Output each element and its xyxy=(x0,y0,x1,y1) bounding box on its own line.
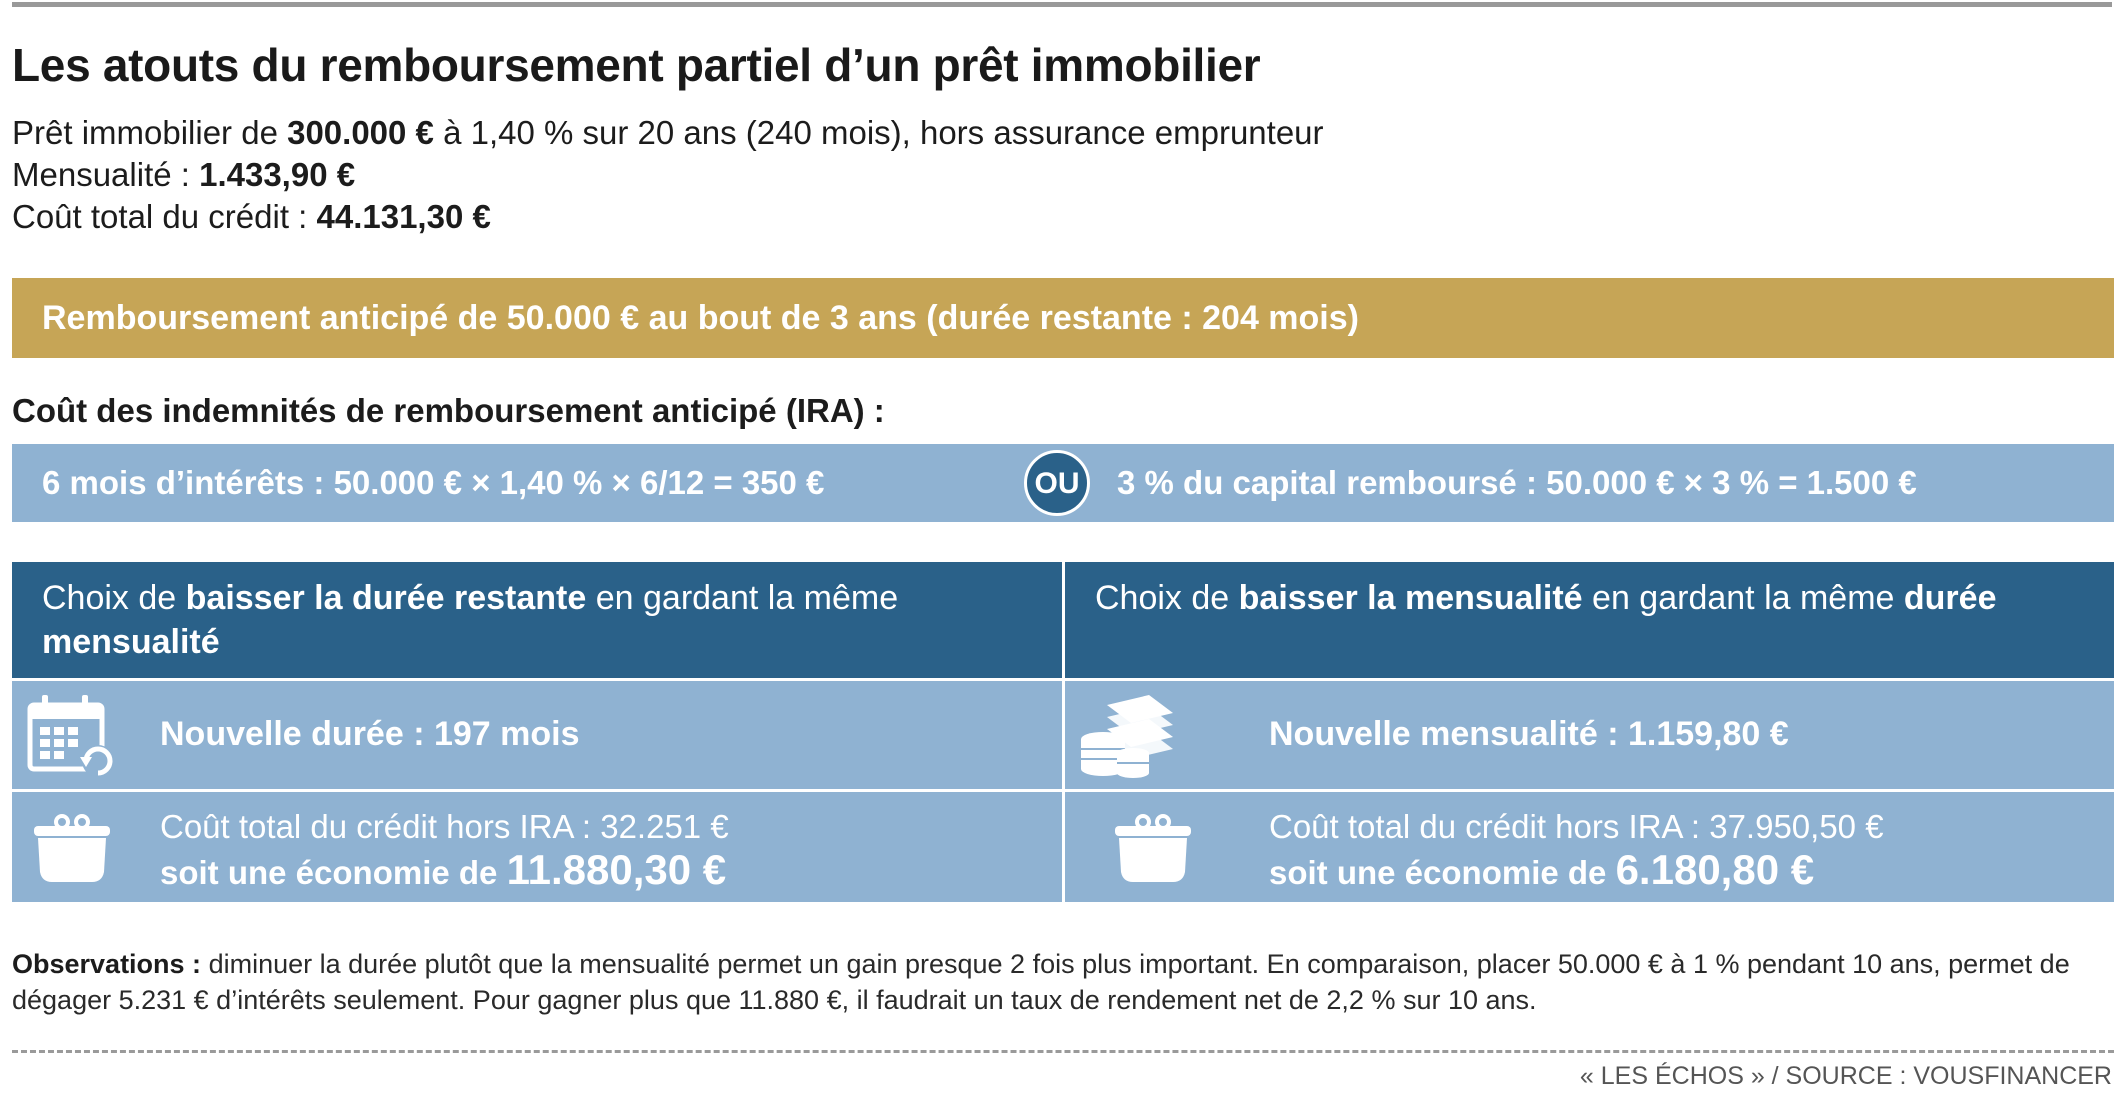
ira-option-interest: 6 mois d’intérêts : 50.000 € × 1,40 % × 6/12 = 350 € xyxy=(42,464,825,501)
loan-amount: 300.000 € xyxy=(287,114,434,151)
saving-value: 11.880,30 € xyxy=(506,846,727,893)
purse-icon xyxy=(1105,802,1201,892)
option-header: Choix de baisser la durée restante en gardant la même mensualité xyxy=(12,562,1062,678)
or-badge: OU xyxy=(1024,450,1090,516)
source-credit: « LES ÉCHOS » / SOURCE : VOUSFINANCER xyxy=(1579,1062,2112,1090)
total-credit-cost-value: 44.131,30 € xyxy=(316,198,491,235)
ira-heading: Coût des indemnités de remboursement anticipé (IRA) : xyxy=(12,392,885,429)
calendar-icon xyxy=(24,691,120,781)
option-reduce-duration xyxy=(12,562,1062,902)
monthly-payment: Mensualité : 1.433,90 € xyxy=(12,156,356,193)
new-duration: Nouvelle durée : 197 mois xyxy=(160,715,580,753)
ira-options-bar xyxy=(12,444,2114,522)
cost-row xyxy=(1065,792,2114,902)
ira-option-capital: 3 % du capital remboursé : 50.000 € × 3 % = 1.500 € xyxy=(1117,464,1917,501)
option-header: Choix de baisser la mensualité en gardant la même durée xyxy=(1065,562,2114,678)
option-reduce-monthly-payment xyxy=(1065,562,2114,902)
early-repayment-text: Remboursement anticipé de 50.000 € au bout de 3 ans (durée restante : 204 mois) xyxy=(42,299,1359,337)
total-credit-cost: Coût total du crédit : 44.131,30 € xyxy=(12,198,491,235)
loan-description: Prêt immobilier de 300.000 € à 1,40 % sur 20 ans (240 mois), hors assurance emprunteur xyxy=(12,114,1324,151)
page-title: Les atouts du remboursement partiel d’un prêt immobilier xyxy=(12,39,1261,91)
result-row xyxy=(12,681,1062,789)
top-rule xyxy=(12,2,2112,7)
saving: soit une économie de 11.880,30 € xyxy=(160,846,727,893)
cost-row xyxy=(12,792,1062,902)
observations xyxy=(12,946,2112,1018)
saving-value: 6.180,80 € xyxy=(1615,846,1815,893)
total-cost-without-ira: Coût total du crédit hors IRA : 37.950,50 € xyxy=(1269,808,1884,845)
dotted-divider xyxy=(12,1050,2114,1053)
total-cost-without-ira: Coût total du crédit hors IRA : 32.251 € xyxy=(160,808,729,845)
early-repayment-banner xyxy=(12,278,2114,358)
observations-text: diminuer la durée plutôt que la mensualité permet un gain presque 2 fois plus important. En comparaison, placer 50.000 € à 1 % pendant 10 ans, permet de dégager 5.231 € d’intérêts seulement. Pour gagner plus que 11.880 €, il faudrait un taux de rendement net de 2,2 % sur 10 ans. xyxy=(12,949,2070,1015)
observations-label: Observations : xyxy=(12,949,202,979)
purse-icon xyxy=(24,802,120,892)
monthly-payment-value: 1.433,90 € xyxy=(199,156,356,193)
saving: soit une économie de 6.180,80 € xyxy=(1269,846,1815,893)
result-row xyxy=(1065,681,2114,789)
new-monthly-payment: Nouvelle mensualité : 1.159,80 € xyxy=(1269,715,1789,753)
money-stack-icon xyxy=(1077,691,1187,781)
